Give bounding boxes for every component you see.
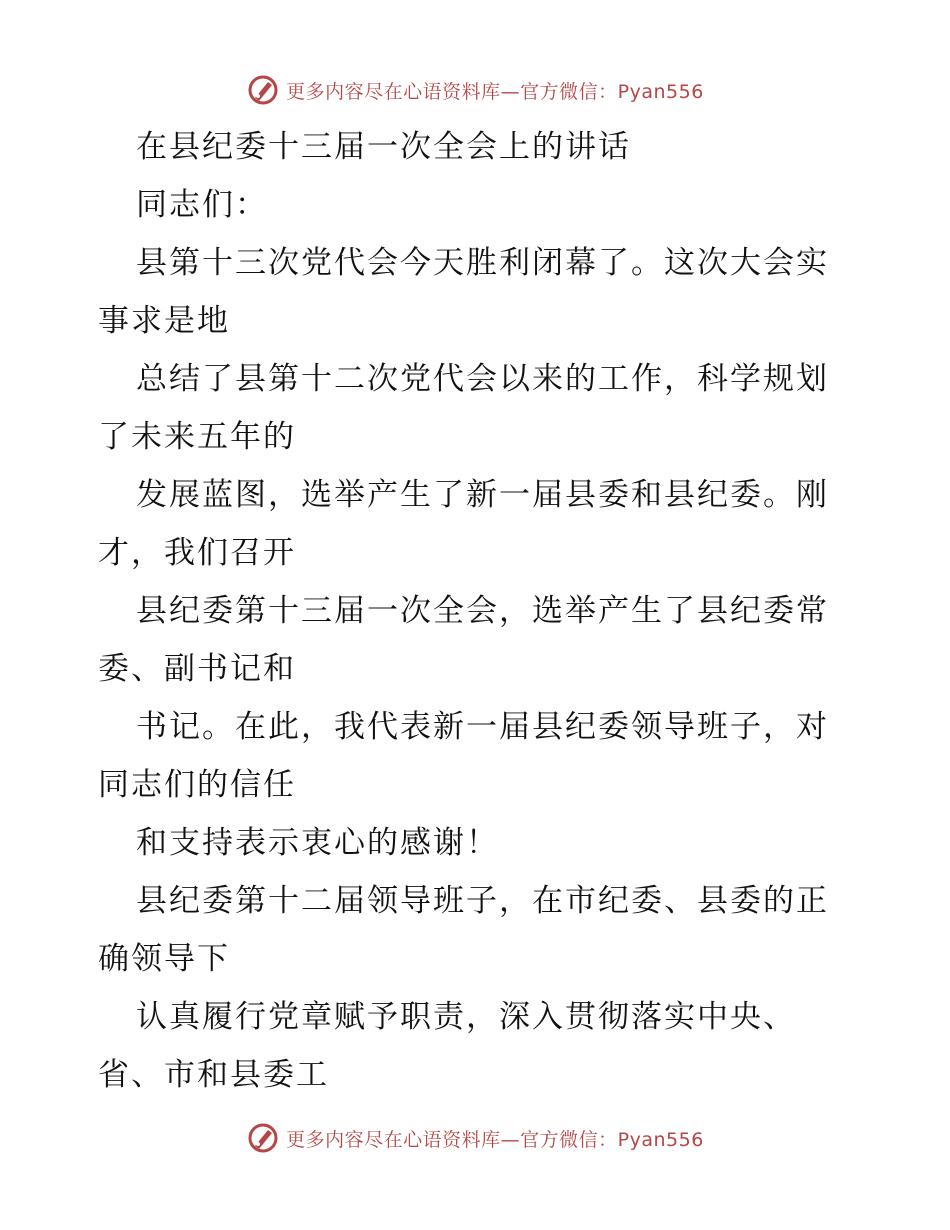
pen-logo-icon bbox=[246, 1121, 280, 1155]
paragraph-line: 县第十三次党代会今天胜利闭幕了。这次大会实 bbox=[136, 245, 829, 281]
paragraph-line: 总结了县第十二次党代会以来的工作，科学规划 bbox=[136, 361, 829, 397]
salutation: 同志们： bbox=[136, 187, 268, 223]
paragraph-line: 事求是地 bbox=[98, 303, 230, 339]
paragraph-line: 和支持表示衷心的感谢！ bbox=[136, 825, 499, 861]
paragraph-line: 认真履行党章赋予职责，深入贯彻落实中央、 bbox=[136, 999, 796, 1035]
paragraph-line: 了未来五年的 bbox=[98, 419, 296, 455]
watermark-text: 更多内容尽在心语资料库—官方微信：Pyan556 bbox=[286, 1128, 704, 1151]
paragraph-line: 同志们的信任 bbox=[98, 767, 296, 803]
paragraph-line: 委、副书记和 bbox=[98, 651, 296, 687]
watermark-header bbox=[0, 70, 950, 110]
paragraph-line: 县纪委第十三届一次全会，选举产生了县纪委常 bbox=[136, 593, 829, 629]
watermark-footer bbox=[0, 1118, 950, 1158]
paragraph-line: 书记。在此，我代表新一届县纪委领导班子，对 bbox=[136, 709, 829, 745]
paragraph-line: 县纪委第十二届领导班子，在市纪委、县委的正 bbox=[136, 883, 829, 919]
paragraph-line: 才，我们召开 bbox=[98, 535, 296, 571]
paragraph-line: 发展蓝图，选举产生了新一届县委和县纪委。刚 bbox=[136, 477, 829, 513]
watermark-text: 更多内容尽在心语资料库—官方微信：Pyan556 bbox=[286, 80, 704, 103]
paragraph-line: 确领导下 bbox=[98, 941, 230, 977]
paragraph-line: 省、市和县委工 bbox=[98, 1057, 329, 1093]
pen-logo-icon bbox=[246, 73, 280, 107]
document-body bbox=[98, 118, 858, 1104]
document-title: 在县纪委十三届一次全会上的讲话 bbox=[136, 129, 631, 165]
